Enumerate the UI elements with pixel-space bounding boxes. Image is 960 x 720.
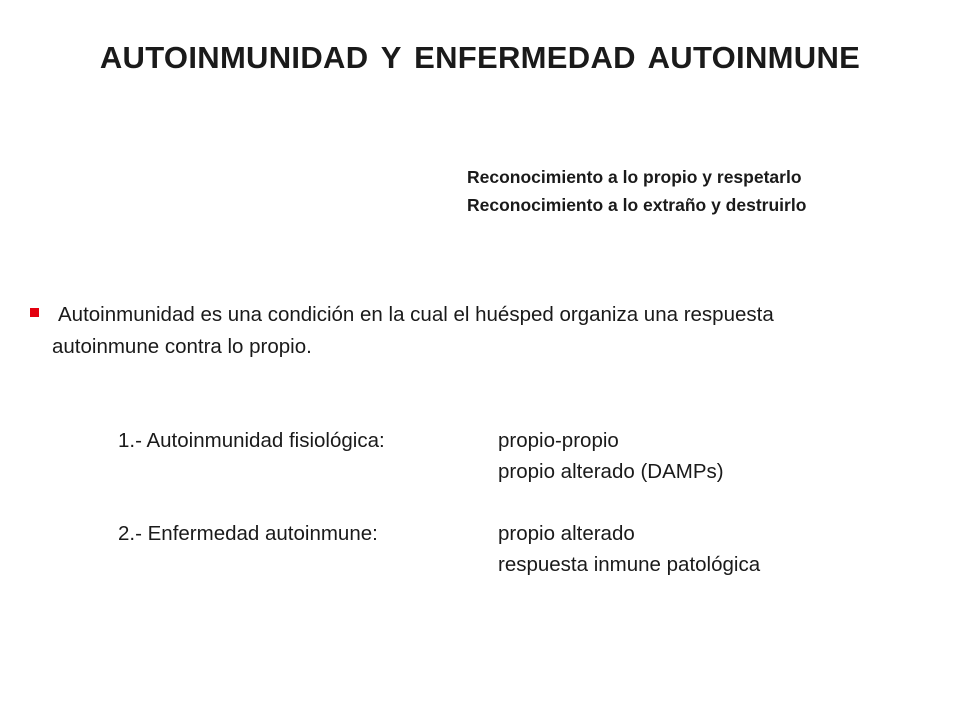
autoimmunity-types-list [118,425,878,580]
item-label: 1.- Autoinmunidad fisiológica: [118,429,385,452]
slide-title: AUTOINMUNIDAD Y ENFERMEDAD AUTOINMUNE [99,40,861,75]
item-value: propio alterado (DAMPs) [498,460,724,483]
recognition-self: Reconocimiento a lo propio y respetarlo [467,167,802,187]
item-value: propio-propio [498,429,619,452]
item-value: propio alterado [498,522,635,545]
recognition-statements [467,163,806,219]
item-value: respuesta inmune patológica [498,553,761,576]
definition-line-2: autoinmune contra lo propio. [52,335,312,358]
list-item-physiological [118,425,878,487]
list-item-autoimmune-disease [118,518,878,580]
item-values [498,425,878,487]
definition-line-1: Autoinmunidad es una condición en la cual el huésped organiza una respuesta [58,303,774,326]
definition-text [52,299,920,363]
square-bullet-icon [30,308,39,317]
recognition-foreign: Reconocimiento a lo extraño y destruirlo [467,195,807,215]
item-values [498,518,878,580]
item-label: 2.- Enfermedad autoinmune: [118,522,378,545]
